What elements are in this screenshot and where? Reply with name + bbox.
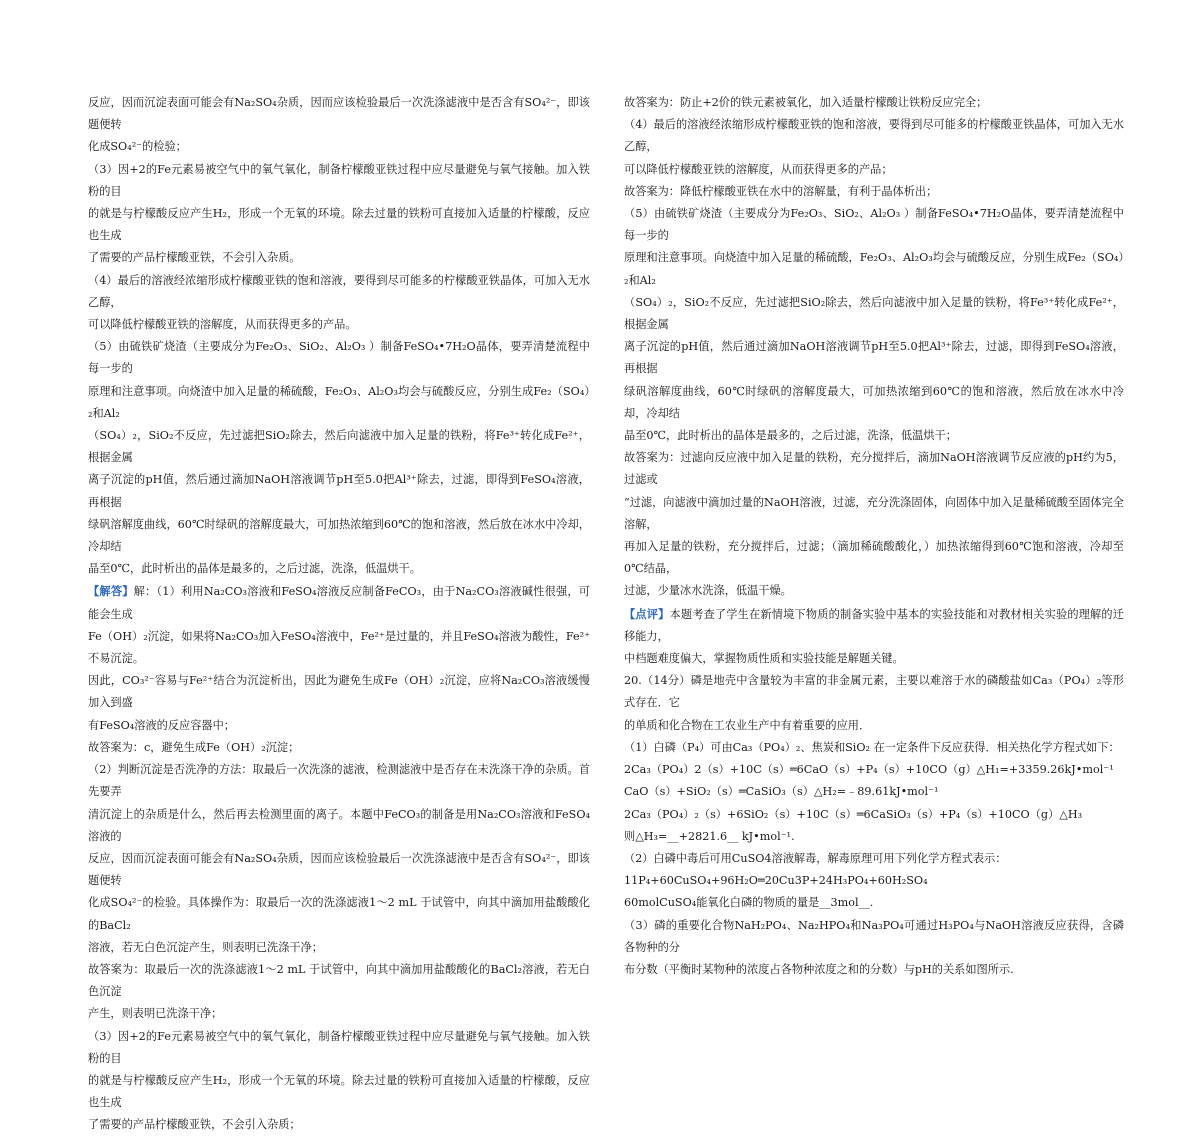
- paragraph-line: 产生，则表明已洗涤干净；: [88, 1007, 223, 1021]
- answer-blank-line: 60molCuSO₄能氧化白磷的物质的量是__3mol__.: [624, 896, 874, 910]
- paragraph-line: 离子沉淀的pH值，然后通过滴加NaOH溶液调节pH至5.0把Al³⁺除去，过滤，即得到FeSO₄溶液，再根据: [88, 473, 590, 509]
- paragraph-line: 原理和注意事项。向烧渣中加入足量的稀硫酸，Fe₂O₃、Al₂O₃均会与硫酸反应，分别生成Fe₂（SO₄）₂和Al₂: [88, 384, 590, 420]
- left-column: [88, 92, 590, 1132]
- right-column: [624, 92, 1124, 976]
- paragraph-line: （3）因+2的Fe元素易被空气中的氧气氧化，制备柠檬酸亚铁过程中应尽量避免与氧气接触。加入铁粉的目: [88, 1029, 590, 1065]
- comment-text: 本题考查了学生在新情境下物质的制备实验中基本的实验技能和对教材相关实验的理解的迁移能力，: [624, 607, 1124, 643]
- paragraph-line: Fe（OH）₂沉淀，如果将Na₂CO₃加入FeSO₄溶液中，Fe²⁺是过量的，并且FeSO₄溶液为酸性，Fe²⁺不易沉淀。: [88, 629, 590, 666]
- paragraph-line: 绿矾溶解度曲线，60℃时绿矾的溶解度最大，可加热浓缩到60℃的饱和溶液，然后放在冰水中冷却，冷却结: [624, 384, 1124, 420]
- answer-text: 解：（1）利用Na₂CO₃溶液和FeSO₄溶液反应制备FeCO₃，由于Na₂CO₃溶液碱性很强，可能会生成: [88, 585, 590, 621]
- equation-line: 2Ca₃（PO₄）2（s）+10C（s）═6CaO（s）+P₄（s）+10CO（g）△H₁=+3359.26kJ•mol⁻¹: [624, 763, 1114, 777]
- question-line: [624, 670, 1124, 714]
- paragraph-line: 的单质和化合物在工农业生产中有着重要的应用．: [624, 718, 871, 732]
- paragraph-line: 化成SO₄²⁻的检验；: [88, 140, 187, 154]
- paragraph-line: “过滤，向滤液中滴加过量的NaOH溶液，过滤，充分洗涤固体，向固体中加入足量稀硫酸至固体完全溶解，: [624, 495, 1124, 531]
- paragraph-line: （4）最后的溶液经浓缩形成柠檬酸亚铁的饱和溶液，要得到尽可能多的柠檬酸亚铁晶体，可加入无水乙醇，: [88, 273, 590, 309]
- paragraph-line: （2）白磷中毒后可用CuSO4溶液解毒，解毒原理可用下列化学方程式表示：: [624, 851, 1007, 865]
- paragraph-line: （5）由硫铁矿烧渣（主要成分为Fe₂O₃、SiO₂、Al₂O₃ ）制备FeSO₄•7H₂O晶体，要弄清楚流程中每一步的: [624, 207, 1124, 243]
- paragraph-line: （SO₄）₂，SiO₂不反应，先过滤把SiO₂除去，然后向滤液中加入足量的铁粉，将Fe³⁺转化成Fe²⁺，根据金属: [88, 429, 590, 465]
- paragraph-line: 离子沉淀的pH值，然后通过滴加NaOH溶液调节pH至5.0把Al³⁺除去，过滤，即得到FeSO₄溶液，再根据: [624, 340, 1124, 376]
- paragraph-line: 故答案为：降低柠檬酸亚铁在水中的溶解量，有利于晶体析出；: [624, 184, 938, 198]
- paragraph-line: 可以降低柠檬酸亚铁的溶解度，从而获得更多的产品。: [88, 318, 357, 332]
- paragraph-line: 反应，因而沉淀表面可能会有Na₂SO₄杂质，因而应该检验最后一次洗涤滤液中是否含有SO₄²⁻，即该题便转: [88, 96, 590, 132]
- paragraph-line: 化成SO₄²⁻的检验。具体操作为：取最后一次的洗涤滤液1～2 mL 于试管中，向其中滴加用盐酸酸化的BaCl₂: [88, 896, 590, 932]
- paragraph-line: 有FeSO₄溶液的反应容器中；: [88, 718, 235, 732]
- paragraph-line: （2）判断沉淀是否洗净的方法：取最后一次洗涤的滤液，检测滤液中是否存在未洗涤干净的杂质。首先要弄: [88, 763, 590, 799]
- paragraph-line: 绿矾溶解度曲线，60℃时绿矾的溶解度最大，可加热浓缩到60℃的饱和溶液，然后放在冰水中冷却，冷却结: [88, 517, 590, 554]
- paragraph-line: 因此，CO₃²⁻容易与Fe²⁺结合为沉淀析出，因此为避免生成Fe（OH）₂沉淀，应将Na₂CO₃溶液缓慢加入到盛: [88, 674, 590, 710]
- paragraph-line: （1）白磷（P₄）可由Ca₃（PO₄）₂、焦炭和SiO₂ 在一定条件下反应获得．相关热化学方程式如下：: [624, 740, 1120, 754]
- paragraph-line: 可以降低柠檬酸亚铁的溶解度，从而获得更多的产品；: [624, 162, 893, 176]
- paragraph-line: 再加入足量的铁粉，充分搅拌后，过滤；（滴加稀硫酸酸化，）加热浓缩得到60℃饱和溶液，冷却至0℃结晶，: [624, 540, 1124, 576]
- equation-line: 2Ca₃（PO₄）₂（s）+6SiO₂（s）+10C（s）═6CaSiO₃（s）+P₄（s）+10CO（g）△H₃: [624, 807, 1083, 821]
- paragraph-line: 晶至0℃，此时析出的晶体是最多的，之后过滤，洗涤，低温烘干；: [624, 429, 957, 443]
- paragraph-line: 了需要的产品柠檬酸亚铁，不会引入杂质。: [88, 251, 301, 265]
- paragraph-line: 了需要的产品柠檬酸亚铁，不会引入杂质；: [88, 1118, 301, 1132]
- paragraph-line: 过滤，少量冰水洗涤，低温干燥。: [624, 584, 792, 598]
- equation-line: CaO（s）+SiO₂（s）═CaSiO₃（s）△H₂=﹣89.61kJ•mol⁻¹: [624, 785, 939, 799]
- question-text: （14分）磷是地壳中含量较为丰富的非金属元素，主要以难溶于水的磷酸盐如Ca₃（PO₄）₂等形式存在．它: [624, 674, 1124, 710]
- question-number: 20.: [624, 674, 642, 688]
- paragraph-line: 故答案为：取最后一次的洗涤滤液1～2 mL 于试管中，向其中滴加用盐酸酸化的BaCl₂溶液，若无白色沉淀: [88, 962, 590, 999]
- answer-blank-line: 则△H₃=__+2821.6__ kJ•mol⁻¹.: [624, 829, 795, 843]
- paragraph-line: 的就是与柠檬酸反应产生H₂，形成一个无氧的环境。除去过量的铁粉可直接加入适量的柠檬酸，反应也生成: [88, 1073, 590, 1110]
- paragraph-line: 反应，因而沉淀表面可能会有Na₂SO₄杂质，因而应该检验最后一次洗涤滤液中是否含有SO₄²⁻，即该题便转: [88, 851, 590, 888]
- equation-line: 11P₄+60CuSO₄+96H₂O═20Cu3P+24H₃PO₄+60H₂SO₄: [624, 874, 928, 888]
- paragraph-line: （4）最后的溶液经浓缩形成柠檬酸亚铁的饱和溶液，要得到尽可能多的柠檬酸亚铁晶体，可加入无水乙醇，: [624, 118, 1124, 154]
- answer-tag: 【解答】: [88, 584, 134, 599]
- paragraph-line: （3）因+2的Fe元素易被空气中的氧气氧化，制备柠檬酸亚铁过程中应尽量避免与氧气接触。加入铁粉的目: [88, 162, 590, 198]
- comment-line: [624, 603, 1124, 648]
- paragraph-line: （3）磷的重要化合物NaH₂PO₄、Na₂HPO₄和Na₃PO₄可通过H₃PO₄与NaOH溶液反应获得，含磷各物种的分: [624, 918, 1124, 954]
- paragraph-line: 清沉淀上的杂质是什么，然后再去检测里面的离子。本题中FeCO₃的制备是用Na₂CO₃溶液和FeSO₄溶液的: [88, 807, 590, 843]
- paragraph-line: 故答案为：c，避免生成Fe（OH）₂沉淀；: [88, 740, 300, 754]
- paragraph-line: 晶至0℃，此时析出的晶体是最多的，之后过滤，洗涤，低温烘干。: [88, 562, 421, 576]
- paragraph-line: （5）由硫铁矿烧渣（主要成分为Fe₂O₃、SiO₂、Al₂O₃ ）制备FeSO₄•7H₂O晶体，要弄清楚流程中每一步的: [88, 340, 590, 376]
- paragraph-line: 故答案为：防止+2价的铁元素被氧化，加入适量柠檬酸让铁粉反应完全；: [624, 96, 988, 109]
- paragraph-line: 溶液，若无白色沉淀产生，则表明已洗涤干净；: [88, 940, 323, 954]
- answer-line: [88, 580, 590, 625]
- paragraph-line: 中档题难度偏大，掌握物质性质和实验技能是解题关键。: [624, 652, 904, 666]
- paragraph-line: 故答案为：过滤向反应液中加入足量的铁粉，充分搅拌后，滴加NaOH溶液调节反应液的pH约为5，过滤或: [624, 451, 1124, 487]
- comment-tag: 【点评】: [624, 606, 670, 621]
- paragraph-line: 原理和注意事项。向烧渣中加入足量的稀硫酸，Fe₂O₃、Al₂O₃均会与硫酸反应，分别生成Fe₂（SO₄）₂和Al₂: [624, 251, 1124, 287]
- paragraph-line: 布分数（平衡时某物种的浓度占各物种浓度之和的分数）与pH的关系如图所示.: [624, 962, 1014, 976]
- paragraph-line: 的就是与柠檬酸反应产生H₂，形成一个无氧的环境。除去过量的铁粉可直接加入适量的柠檬酸，反应也生成: [88, 207, 590, 243]
- paragraph-line: （SO₄）₂，SiO₂不反应，先过滤把SiO₂除去，然后向滤液中加入足量的铁粉，将Fe³⁺转化成Fe²⁺，根据金属: [624, 295, 1124, 332]
